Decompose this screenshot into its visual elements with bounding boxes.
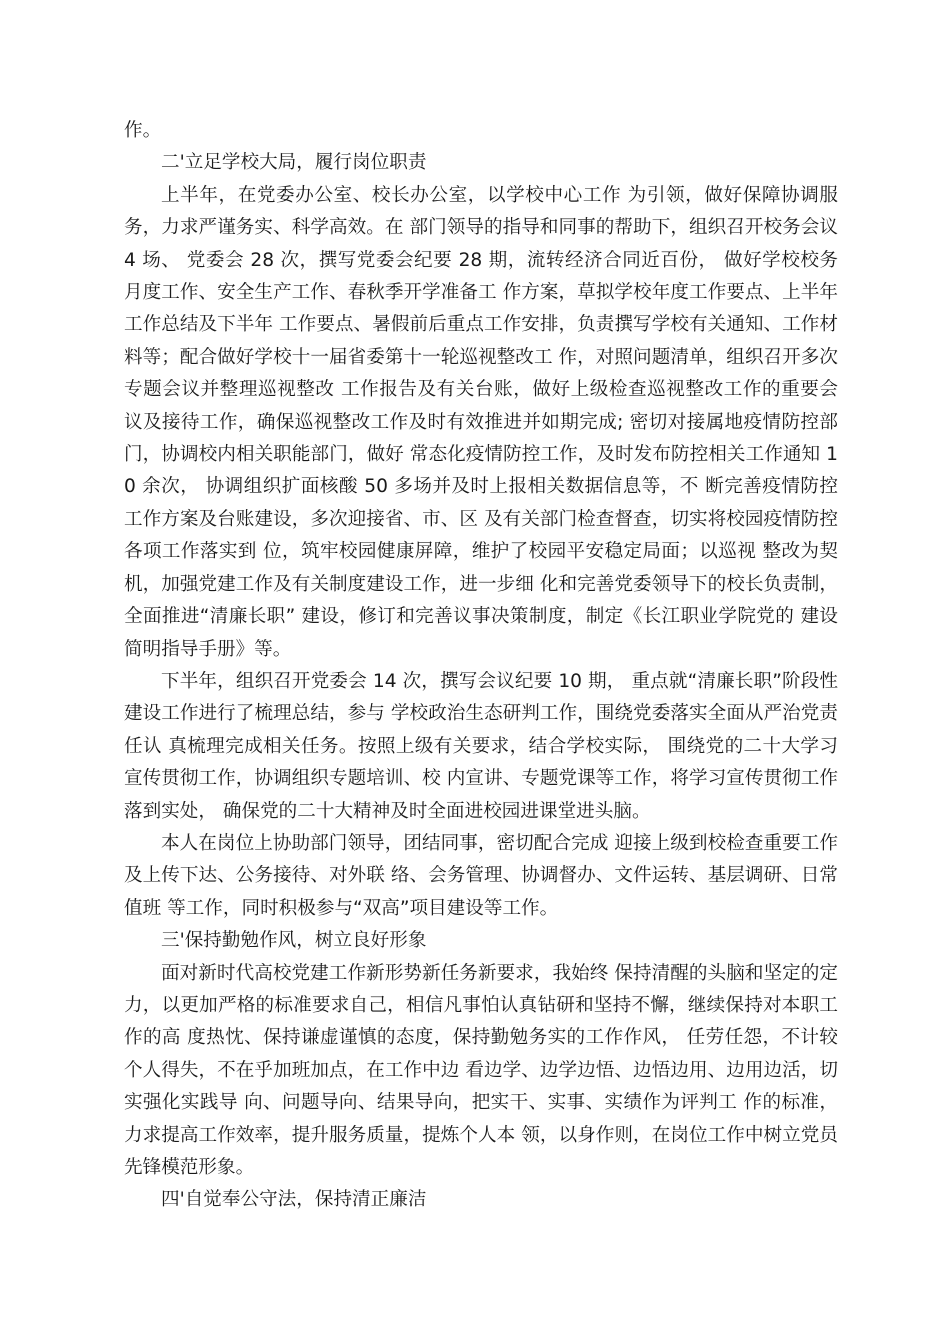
document-page <box>124 115 838 1217</box>
section-3-heading: 三'保持勤勉作风，树立良好形象 <box>161 930 427 952</box>
opening-fragment: 作。 <box>124 120 162 141</box>
section-2-paragraph-1: 上半年，在党委办公室、校长办公室，以学校中心工作 为引领，做好保障协调服务，力求严谨务实、科学高效。在 部门领导的指导和同事的帮助下，组织召开校务会议 4 场、 党委会 28 次，撰写党委会纪要 28 期，流转经济合同近百份， 做好学校校务月度工作、安全生产工作、春秋季开学准备工 作方案，草拟学校年度工作要点、上半年工作总结及下半年 工作要点、暑假前后重点工作安排，负责撰写学校有关通知、工作材料等；配合做好学校十一届省委第十一轮巡视整改工 作，对照问题清单，组织召开多次专题会议并整理巡视整改 工作报告及有关台账，做好上级检查巡视整改工作的重要会 议及接待工作，确保巡视整改工作及时有效推进并如期完成; 密切对接属地疫情防控部门，协调校内相关职能部门，做好 常态化疫情防控工作，及时发布防控相关工作通知 10 余次， 协调组织扩面核酸 50 多场并及时上报相关数据信息等，不 断完善疫情防控工作方案及台账建设，多次迎接省、市、区 及有关部门检查督查，切实将校园疫情防控各项工作落实到 位，筑牢校园健康屏障，维护了校园平安稳定局面；以巡视 整改为契机，加强党建工作及有关制度建设工作，进一步细 化和完善党委领导下的校长负责制，全面推进“清廉长职” 建设，修订和完善议事决策制度，制定《长江职业学院党的 建设简明指导手册》等。 <box>124 184 838 660</box>
section-2-paragraph-3: 本人在岗位上协助部门领导，团结同事，密切配合完成 迎接上级到校检查重要工作及上传下达、公务接待、对外联 络、会务管理、协调督办、文件运转、基层调研、日常值班 等工作，同时积极参与“双高”项目建设等工作。 <box>124 832 838 919</box>
section-4-heading: 四'自觉奉公守法，保持清正廉洁 <box>161 1189 427 1211</box>
section-2-heading: 二'立足学校大局，履行岗位职责 <box>161 152 427 174</box>
section-3-paragraph-1: 面对新时代高校党建工作新形势新任务新要求，我始终 保持清醒的头脑和坚定的定力，以更加严格的标准要求自己，相信凡事怕认真钻研和坚持不懈，继续保持对本职工作的高 度热忱、保持谦虚谨慎的态度，保持勤勉务实的工作作风， 任劳任怨，不计较个人得失，不在乎加班加点，在工作中边 看边学、边学边悟、边悟边用、边用边活，切实强化实践导 向、问题导向、结果导向，把实干、实事、实绩作为评判工 作的标准，力求提高工作效率，提升服务质量，提炼个人本 领，以身作则，在岗位工作中树立党员先锋模范形象。 <box>124 962 838 1178</box>
section-2-paragraph-2: 下半年，组织召开党委会 14 次，撰写会议纪要 10 期， 重点就“清廉长职”阶段性建设工作进行了梳理总结，参与 学校政治生态研判工作，围绕党委落实全面从严治党责任认 真梳理完成相关任务。按照上级有关要求，结合学校实际， 围绕党的二十大学习宣传贯彻工作，协调组织专题培训、校 内宣讲、专题党课等工作，将学习宣传贯彻工作落到实处， 确保党的二十大精神及时全面进校园进课堂进头脑。 <box>124 670 838 822</box>
